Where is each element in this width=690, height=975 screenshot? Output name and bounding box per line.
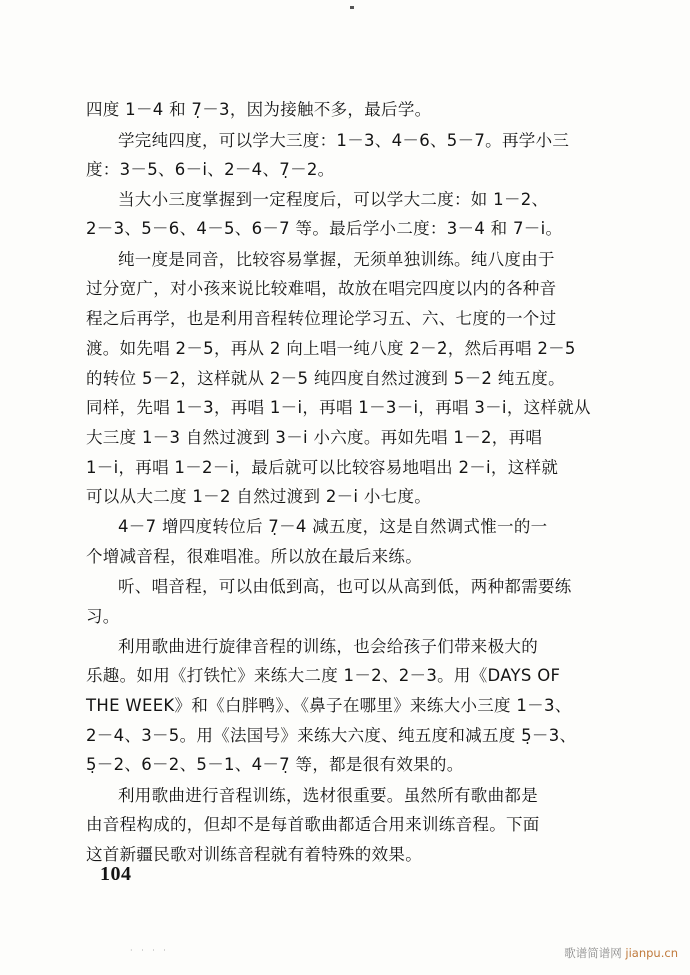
- scan-mark: [350, 6, 354, 9]
- text-line: 渡。如先唱 2－5，再从 2 向上唱一纯八度 2－2̇，然后再唱 2－5: [86, 339, 576, 358]
- text-line: 乐趣。如用《打铁忙》来练大二度 1－2、2－3。用《DAYS OF: [86, 666, 561, 685]
- text-line: 利用歌曲进行音程训练，选材很重要。虽然所有歌曲都是: [118, 786, 538, 805]
- text-line: 利用歌曲进行旋律音程的训练，也会给孩子们带来极大的: [118, 637, 538, 656]
- text-line: 5̣－2、6－2、5－1、4－7̣ 等，都是很有效果的。: [86, 755, 464, 774]
- text-line: 可以从大二度 1－2 自然过渡到 2－i̇ 小七度。: [86, 487, 432, 506]
- text-line: 度：3－5、6－i̇、2－4、7̣－2。: [86, 160, 335, 179]
- text-line: 4－7 增四度转位后 7̣－4 减五度，这是自然调式惟一的一: [118, 517, 548, 536]
- text-line: 的转位 5－2̇，这样就从 2－5 纯四度自然过渡到 5－2̇ 纯五度。: [86, 369, 565, 388]
- text-line: 学完纯四度，可以学大三度：1－3、4－6、5－7。再学小三: [118, 131, 570, 150]
- text-line: 2－4、3－5。用《法国号》来练大六度、纯五度和减五度 5̣－3、: [86, 726, 577, 745]
- text-line: 纯一度是同音，比较容易掌握，无须单独训练。纯八度由于: [118, 250, 555, 269]
- text-line: 听、唱音程，可以由低到高，也可以从高到低，两种都需要练: [118, 577, 572, 596]
- watermark-url: jianpu.cn: [625, 946, 678, 960]
- scan-specks: · · · ·: [130, 946, 169, 955]
- text-line: 同样，先唱 1－3，再唱 1－i̇，再唱 1－3－i̇，再唱 3－i̇，这样就从: [86, 398, 591, 417]
- page-number: 104: [100, 863, 132, 885]
- text-line: 大三度 1－3 自然过渡到 3－i̇ 小六度。再如先唱 1－2，再唱: [86, 428, 543, 447]
- text-line: 这首新疆民歌对训练音程就有着特殊的效果。: [86, 845, 422, 864]
- watermark: [564, 945, 678, 961]
- text-line: 当大小三度掌握到一定程度后，可以学大二度：如 1－2、: [118, 190, 549, 209]
- text-line: 由音程构成的，但却不是每首歌曲都适合用来训练音程。下面: [86, 815, 540, 834]
- text-line: 过分宽广，对小孩来说比较难唱，故放在唱完四度以内的各种音: [86, 279, 557, 298]
- text-line: 2－3、5－6、4－5、6－7 等。最后学小二度：3－4 和 7－i̇。: [86, 219, 563, 238]
- text-line: 四度 1－4 和 7̣－3，因为接触不多，最后学。: [86, 100, 432, 119]
- text-line: 个增减音程，很难唱准。所以放在最后来练。: [86, 547, 422, 566]
- watermark-site: 歌谱简谱网: [564, 946, 622, 960]
- text-line: 程之后再学，也是利用音程转位理论学习五、六、七度的一个过: [86, 309, 557, 328]
- text-line: THE WEEK》和《白胖鸭》、《鼻子在哪里》来练大小三度 1－3、: [86, 696, 572, 715]
- text-line: 习。: [86, 607, 120, 626]
- text-line: 1－i̇，再唱 1－2－i̇，最后就可以比较容易地唱出 2－i̇，这样就: [86, 458, 559, 477]
